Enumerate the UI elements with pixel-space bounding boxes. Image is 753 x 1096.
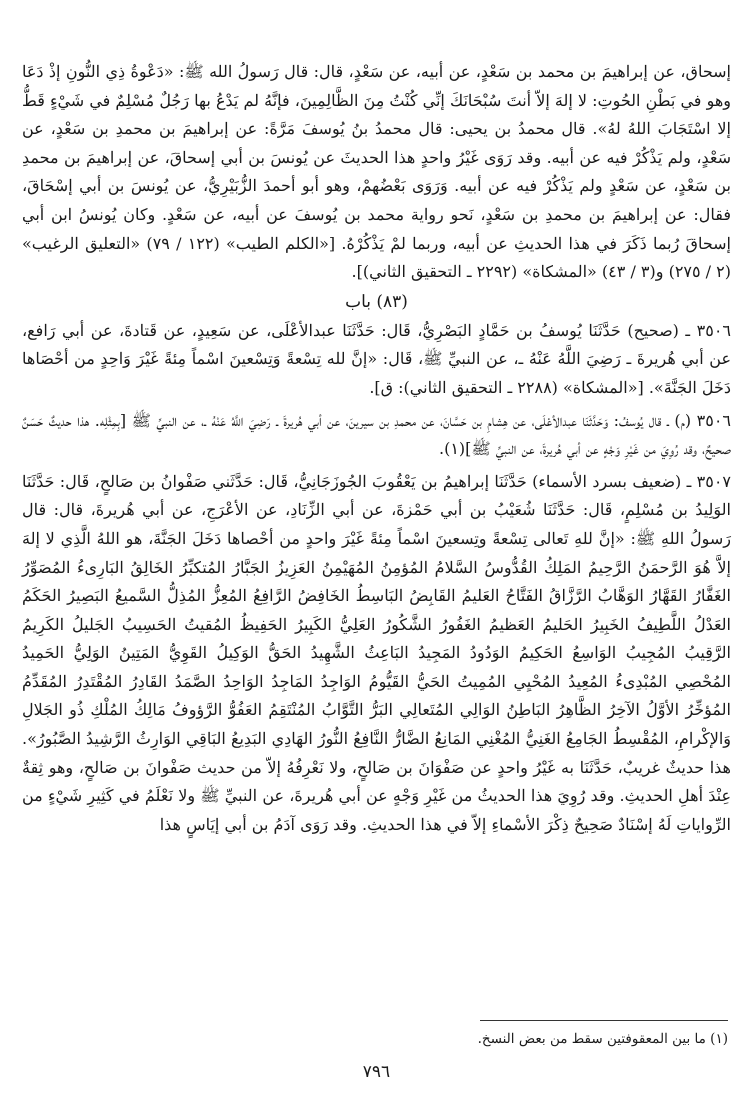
chapter-heading: (٨٣) باب <box>345 291 408 312</box>
hadith-3506-m: ٣٥٠٦ (م) ـ قال يُوسفُ: وَحَدَّثَنَا عبدالأعْلَى، عن هِشامِ بن حَسَّانَ، عن محمدِ بن سيرينَ، عن أبي هُريرةَ ـ رَضِيَ اللَّهُ عَنْهُ ـ، عن النبيِّ ﷺ [بِمِثْلِه. هذا حديثٌ حَسَنٌ صحيحٌ، وقد رُوِيَ من غَيْرِ وَجْهٍ عن أبي هُريرةَ، عن النبيِّ ﷺ](١). <box>22 410 731 459</box>
hadith-3507: ٣٥٠٧ ـ (ضعيف بسرد الأسماء) حَدَّثَنَا إبراهيمُ بن يَعْقُوبَ الجُوزَجَانِيُّ، قَال: حَدَّثَني صَفْوانُ بن صَالحٍ، قَال: حَدَّثَنَا الوَلِيدُ بن مُسْلِمٍ، قَال: حَدَّثَنَا شُعَيْبُ بن أبي حَمْزةَ، عن أبي الزِّنَادِ، عن الأعْرَجِ، عن أبي هُريرةَ، قال: قال رَسولُ اللهِ ﷺ: «إنَّ للهِ تَعالى تِسْعةً وتِسعينَ اسْماً مِئةً غَيْرَ واحدٍ من أحْصاها دَخَلَ الجَنَّةَ، هو اللهُ الَّذِي لا إلهَ إلاَّ هُوَ الرَّحمَنُ الرَّحِيمُ المَلِكُ القُدُّوسُ السَّلامُ المُؤمِنُ المُهَيْمِنُ العَزِيزُ الجَبَّارُ المُتكبِّرُ الخَالِقُ البَارِىءُ المُصَوِّرُ الغَفَّارُ القَهَّارُ الوَهَّابُ الرَّزَّاقُ الفَتَّاحُ العَليمُ القَابِضُ البَاسِطُ الخَافِضُ الرَّافِعُ المُعِزُّ المُذِلُّ السَّميعُ البَصِيرُ الحَكَمُ العَدْلُ اللَّطِيفُ الخَبِيرُ الحَليمُ العَظيمُ الغَفُورُ الشَّكُورُ العَلِيُّ الكَبِيرُ الحَفِيظُ المُقيتُ الحَسِيبُ الجَليلُ الكَرِيمُ الرَّقِيبُ المُجِيبُ الوَاسِعُ الحَكِيمُ الوَدُودُ المَجِيدُ البَاعِثُ الشَّهِيدُ الحَقُّ الوَكِيلُ القَوِيُّ المَتِينُ الوَلِيُّ الحَمِيدُ المُحْصِي المُبْدِىءُ المُعِيدُ المُحْيِي المُمِيتُ الحَيُّ القَيُّومُ الوَاجِدُ المَاجِدُ الوَاحِدُ الصَّمَدُ القَادِرُ المُقْتَدِرُ المُقَدِّمُ المُؤخِّرُ الأوَّلُ الآخِرُ الظَّاهِرُ البَاطِنُ الوَالِي المُتَعالِي البَرُّ التَّوَّابُ المُنْتَقِمُ العَفُوُّ الرَّؤوفُ مَالِكُ المُلْكِ ذُو الجَلالِ وَالإكْرامِ، المُقْسِطُ الجَامِعُ الغَنِيُّ المُغْنِي المَانِعُ الضَّارُّ النَّافِعُ النُّورُ الهَادِي البَدِيعُ البَاقِي الوَارِثُ الرَّشِيدُ الصَّبُورُ». هذا حديثٌ غريبٌ، حَدَّثَنَا به غَيْرُ واحدٍ عن صَفْوَانَ بن صَالحٍ، ولا نَعْرِفُهُ إلاّ من حديث صَفْوانَ بن صَالحٍ، وهو ثِقةٌ عِنْدَ أهلِ الحديثِ. وقد رُوِيَ هذا الحديثُ من غَيْرِ وَجْهٍ عن أبي هُريرةَ، عن النبيِّ ﷺ ولا نَعْلَمُ في كَثِيرِ شَيْءٍ من الرِّواياتِ لَهُ إسْنَادٌ صَحِيحٌ ذِكْرَ الأسْماءِ إلاّ في هذا الحديثِ. وقد رَوَى آدَمُ بن أبي إيَاسٍ هذا <box>22 471 732 834</box>
hadith-3506: ٣٥٠٦ ـ (صحيح) حَدَّثَنَا يُوسفُ بن حَمَّادٍ البَصْرِيُّ، قَال: حَدَّثَنَا عبدالأعْلَى، عن سَعِيدٍ، عن قَتادةَ، عن أبي رَافع، عن أبي هُريرةَ ـ رَضِيَ اللَّهُ عَنْهُ ـ، عن النبيِّ ﷺ، قَال: «إنَّ لله تِسْعةً وَتِسْعينَ اسْماً مِئةً غَيْرَ وَاحِدٍ من أحْصَاها دَخَلَ الجَنَّةَ». [«المشكاة» (٢٢٨٨ ـ التحقيق الثاني): ق]. <box>22 320 731 397</box>
paragraph-isnad-continuation: إسحاق، عن إبراهيمَ بن محمد بن سَعْدٍ، عن أبيه، عن سَعْدٍ، قال: قال رَسولُ الله ﷺ: «دَعْوةُ ذِي النُّونِ إذْ دَعَا وهو في بَطْنِ الحُوتِ: لا إلهَ إلاّ أنتَ سُبْحَانَكَ إنِّي كُنْتُ مِنَ الظَّالِمِينَ، فإنَّهُ لم يَدْعُ بها رَجُلٌ مُسْلِمٌ في شَيْءٍ قَطُّ إلا اسْتَجَابَ اللهُ لهُ». قال محمدُ بن يحيى: قال محمدُ بنُ يُوسفَ مَرَّةً: عن إبراهيمَ بن محمدِ بن سَعْدٍ، عن سَعْدٍ، ولم يَذْكُرْ فيه عن أبيه. وقد رَوَى غَيْرُ واحدٍ هذا الحديثَ عن يُونسَ بن أبي إسحاقَ، عن إبراهيمَ بن محمدِ بن سَعْدٍ، عن سَعْدٍ ولم يَذْكُرْ فيه عن أبيه. وَرَوَى بَعْضُهمْ، وهو أبو أحمدَ الزُّبَيْرِيُّ، عن يُونسَ بن أبي إسْحَاقَ، فقال: عن إبراهيمَ بن محمدِ بن سَعْدٍ، نَحو رواية محمد بن يُوسفَ عن أبيه، عن سَعْدٍ. وكان يُونسُ ابن أبي إسحاقَ رُبما ذَكَرَ في هذا الحديثِ عن أبيه، وربما لمْ يَذْكُرْهُ. [«الكلم الطيب» (١٢٢ / ٧٩) «التعليق الرغيب» (٢ / ٢٧٥) و(٣ / ٤٣) «المشكاة» (٢٢٩٢ ـ التحقيق الثاني)]. <box>22 62 732 282</box>
main-text <box>22 58 731 839</box>
page-number: ٧٩٦ <box>362 1062 391 1082</box>
footnote: (١) ما بين المعقوفتين سقط من بعض النسخ. <box>477 1031 728 1047</box>
footnote-divider <box>480 1020 728 1021</box>
